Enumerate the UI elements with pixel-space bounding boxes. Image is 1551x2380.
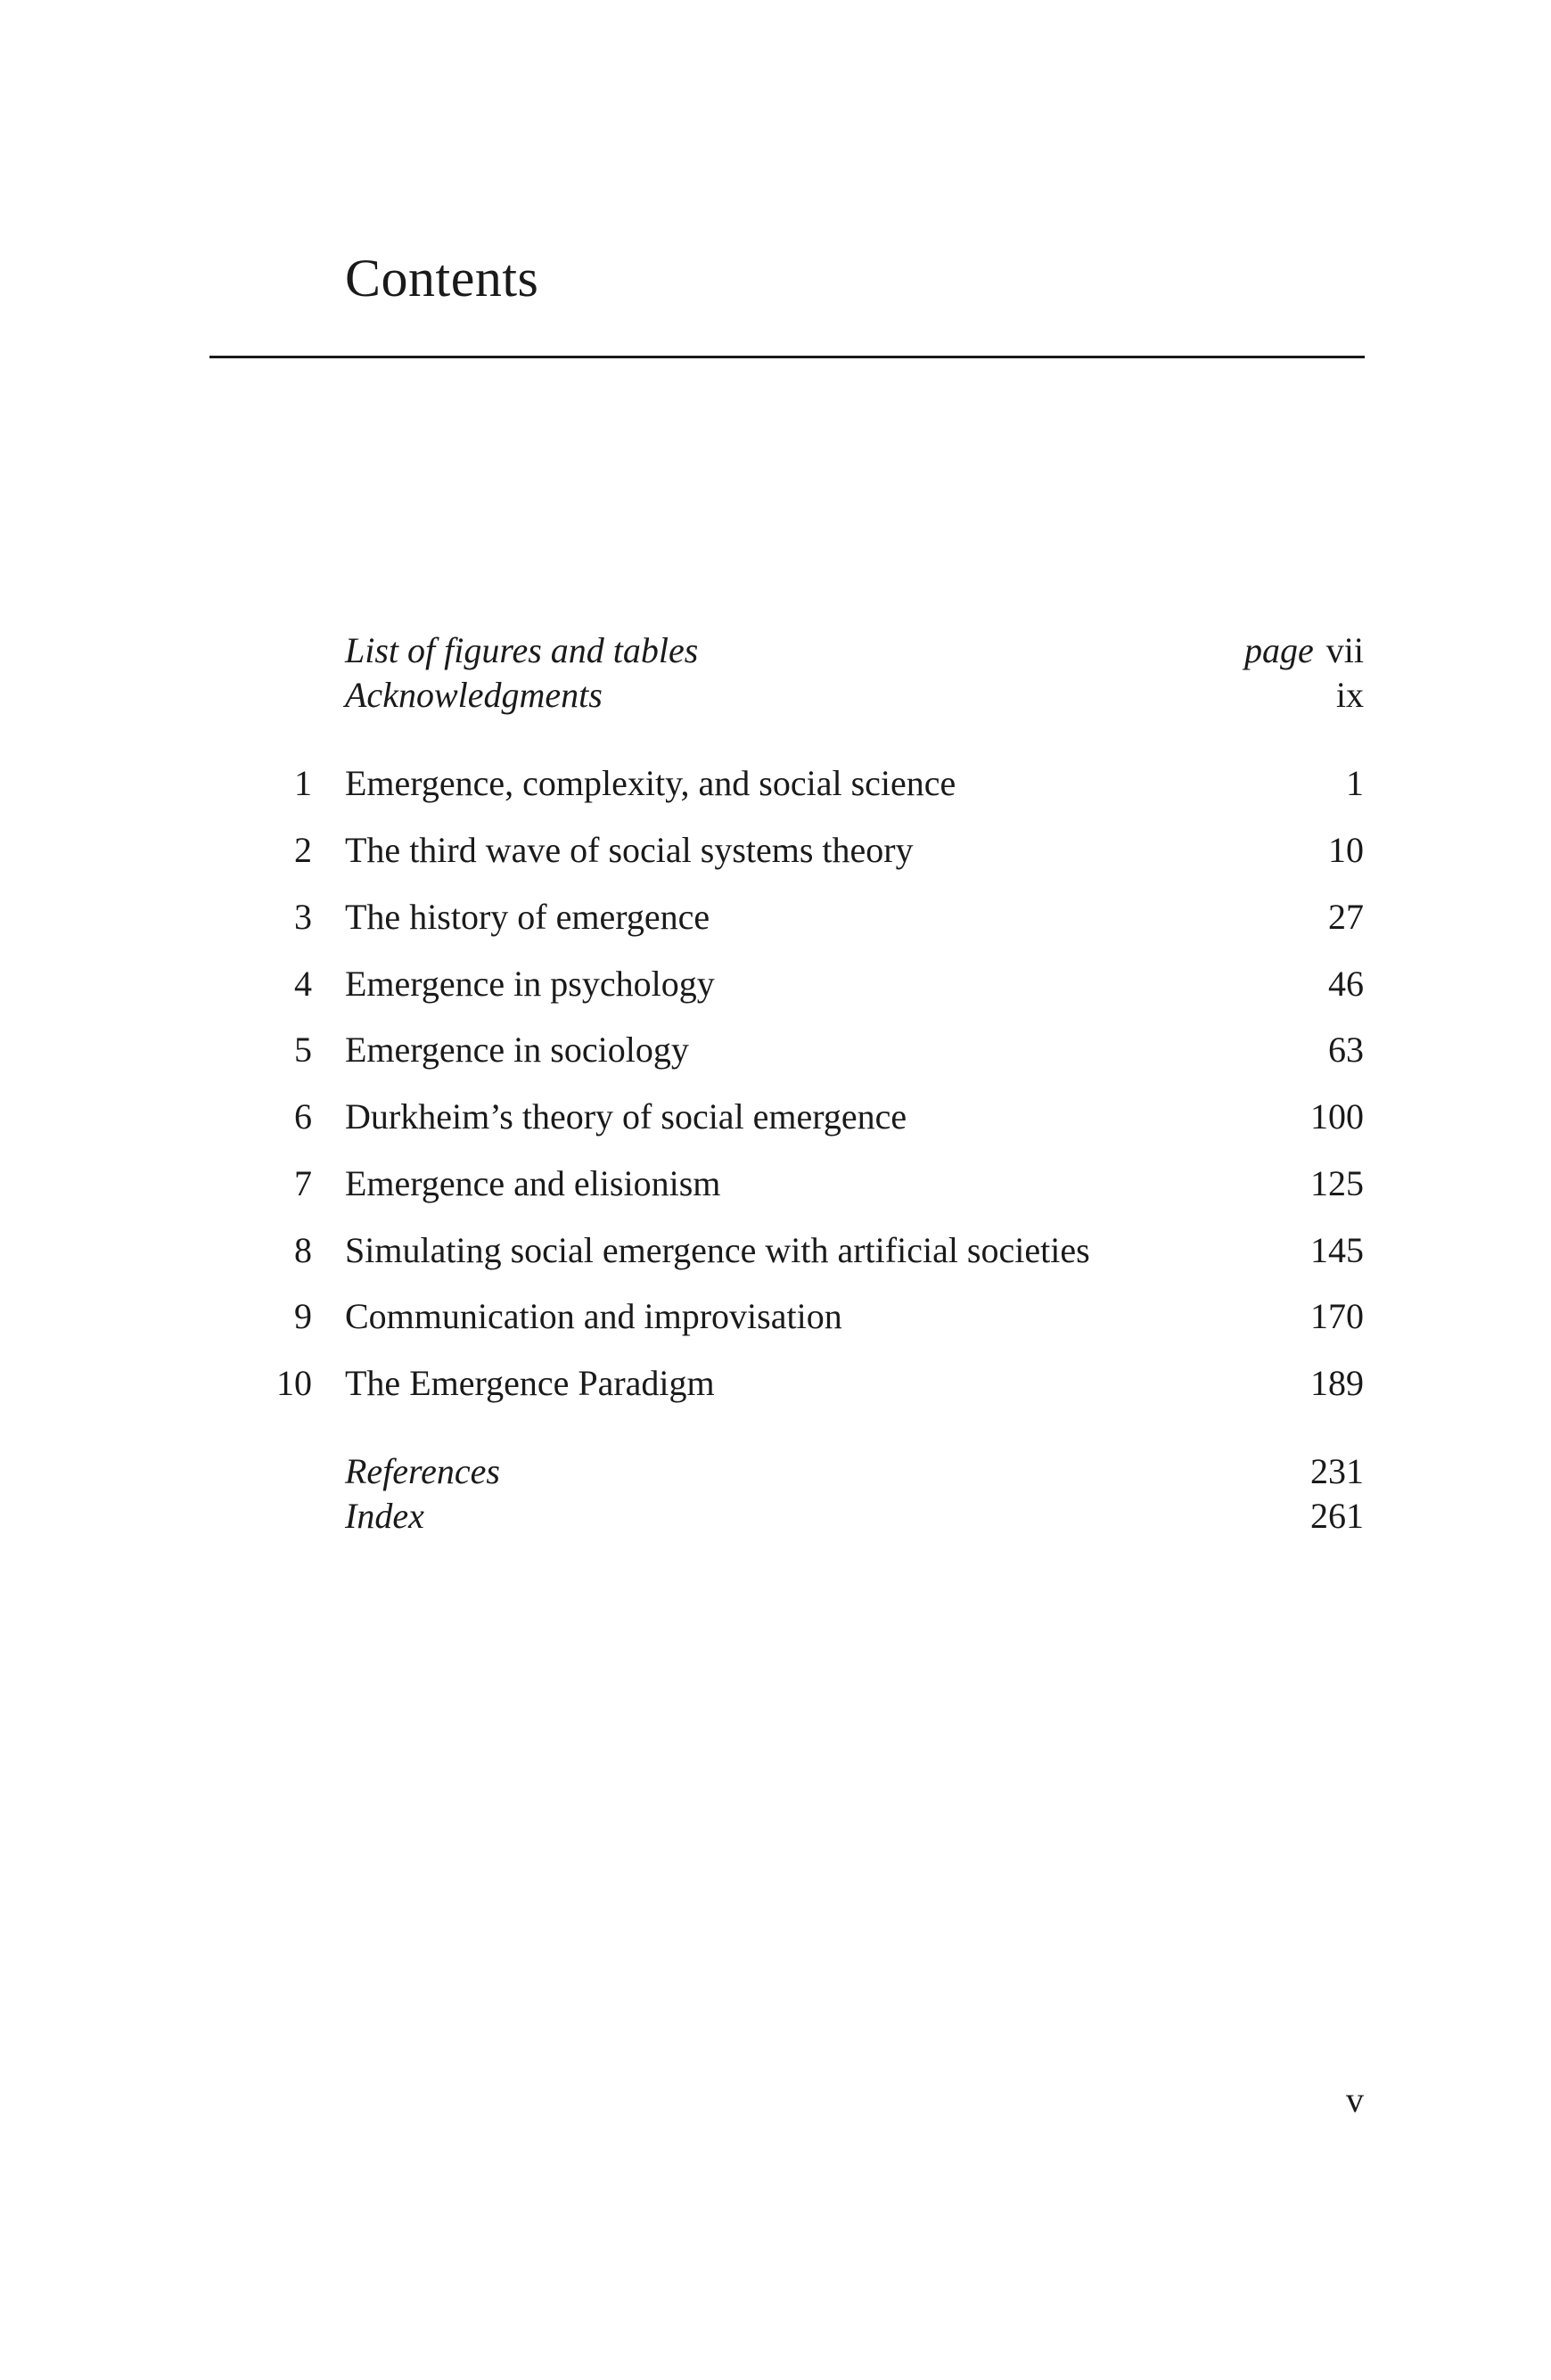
toc-entry-chapter[interactable]: [0, 959, 1551, 1009]
chapter-title: Emergence and elisionism: [345, 1163, 721, 1203]
toc-entry-chapter[interactable]: [0, 892, 1551, 942]
toc-page-number: vii: [1325, 630, 1364, 670]
toc-entry-chapter[interactable]: [0, 1226, 1551, 1276]
chapter-page: 170: [1310, 1296, 1364, 1336]
chapter-title: The Emergence Paradigm: [345, 1363, 715, 1403]
toc-entry-label: List of figures and tables: [345, 630, 699, 670]
chapter-number: 5: [294, 1030, 312, 1070]
chapter-number: 3: [294, 897, 312, 937]
toc-entry-chapter[interactable]: [0, 759, 1551, 808]
toc-entry-back-matter[interactable]: [0, 1447, 1551, 1497]
chapter-title: Communication and improvisation: [345, 1296, 842, 1336]
chapter-title: Emergence, complexity, and social science: [345, 763, 956, 803]
toc-entry-label: Acknowledgments: [345, 675, 603, 715]
chapter-number: 7: [294, 1163, 312, 1203]
title-divider: [209, 356, 1365, 358]
toc-entry-front-matter[interactable]: [0, 670, 1551, 720]
toc-entry-chapter[interactable]: [0, 1159, 1551, 1209]
chapter-page: 100: [1310, 1096, 1364, 1137]
toc-entry-chapter[interactable]: [0, 825, 1551, 875]
toc-entry-back-matter[interactable]: [0, 1491, 1551, 1541]
toc-entry-page: ix: [1335, 675, 1364, 715]
toc-entry-chapter[interactable]: [0, 1092, 1551, 1142]
chapter-page: 125: [1310, 1163, 1364, 1203]
toc-entry-page: [1244, 626, 1364, 676]
chapter-number: 6: [294, 1096, 312, 1137]
toc-entry-front-matter[interactable]: [0, 626, 1551, 676]
chapter-page: 1: [1346, 763, 1364, 803]
page-folio: v: [1346, 2080, 1364, 2120]
chapter-page: 145: [1310, 1230, 1364, 1270]
toc-entry-page: 231: [1310, 1451, 1364, 1491]
toc-entry-chapter[interactable]: [0, 1358, 1551, 1408]
chapter-page: 63: [1328, 1030, 1364, 1070]
page-prefix: page: [1244, 630, 1314, 670]
chapter-number: 9: [294, 1296, 312, 1336]
toc-entry-label: References: [345, 1451, 500, 1491]
toc-entry-chapter[interactable]: [0, 1292, 1551, 1342]
chapter-number: 10: [276, 1363, 312, 1403]
page-title: Contents: [345, 249, 539, 308]
chapter-number: 1: [294, 763, 312, 803]
toc-entry-label: Index: [345, 1496, 424, 1536]
chapter-page: 27: [1328, 897, 1364, 937]
chapter-page: 189: [1310, 1363, 1364, 1403]
toc-entry-page: 261: [1310, 1496, 1364, 1536]
chapter-page: 46: [1328, 964, 1364, 1004]
chapter-page: 10: [1328, 830, 1364, 870]
chapter-title: Durkheim’s theory of social emergence: [345, 1096, 907, 1137]
chapter-number: 4: [294, 964, 312, 1004]
chapter-title: The third wave of social systems theory: [345, 830, 914, 870]
chapter-title: Emergence in psychology: [345, 964, 715, 1004]
chapter-number: 2: [294, 830, 312, 870]
chapter-title: Emergence in sociology: [345, 1030, 689, 1070]
toc-entry-chapter[interactable]: [0, 1025, 1551, 1075]
chapter-title: The history of emergence: [345, 897, 710, 937]
chapter-title: Simulating social emergence with artificial societies: [345, 1230, 1090, 1270]
chapter-number: 8: [294, 1230, 312, 1270]
